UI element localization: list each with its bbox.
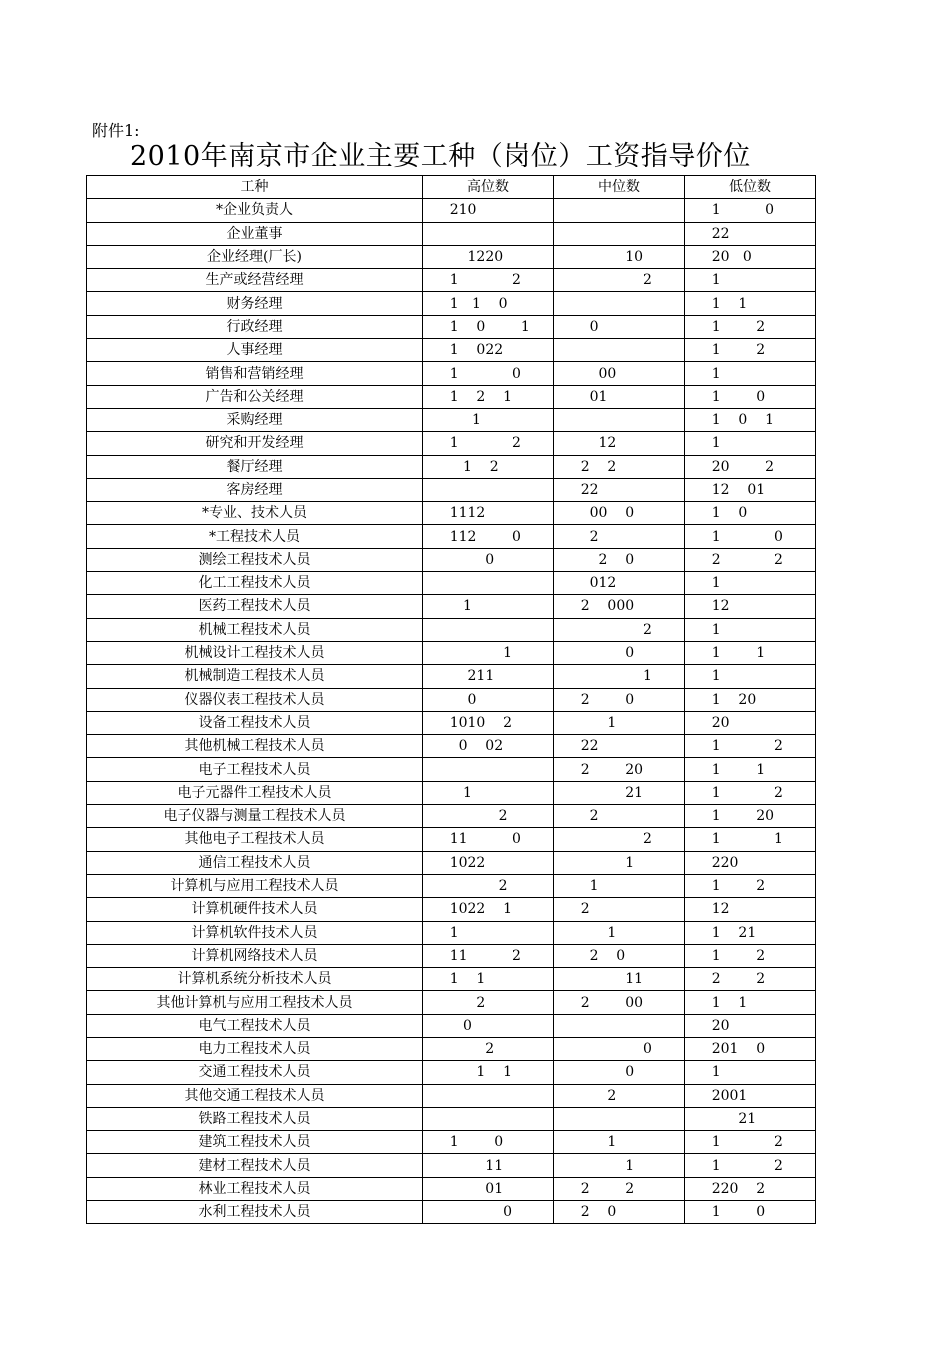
high-value-cell: 1 (423, 641, 554, 664)
low-value-cell: 1 2 (685, 1154, 816, 1177)
low-value-cell: 1 (685, 572, 816, 595)
high-value-cell: 11 (423, 1154, 554, 1177)
mid-value-cell: 2 00 (554, 991, 685, 1014)
high-value-cell: 1 0 (423, 362, 554, 385)
high-value-cell: 11 0 (423, 828, 554, 851)
table-row (87, 292, 816, 315)
job-name-cell: 企业经理(厂长) (87, 245, 423, 268)
job-name-cell: 测绘工程技术人员 (87, 548, 423, 571)
low-value-cell: 1 (685, 665, 816, 688)
job-name-cell: 其他交通工程技术人员 (87, 1084, 423, 1107)
mid-value-cell: 2 (554, 525, 685, 548)
table-row (87, 199, 816, 222)
mid-value-cell (554, 408, 685, 431)
low-value-cell: 1 (685, 1061, 816, 1084)
high-value-cell: 211 (423, 665, 554, 688)
header-mid: 中位数 (554, 176, 685, 199)
table-row (87, 1201, 816, 1224)
table-row (87, 222, 816, 245)
low-value-cell: 21 (685, 1107, 816, 1130)
job-name-cell: 机械工程技术人员 (87, 618, 423, 641)
job-name-cell: 铁路工程技术人员 (87, 1107, 423, 1130)
low-value-cell: 1 0 (685, 199, 816, 222)
low-value-cell: 1 2 (685, 874, 816, 897)
mid-value-cell: 2 0 (554, 548, 685, 571)
low-value-cell: 1 2 (685, 1131, 816, 1154)
low-value-cell: 1 1 (685, 758, 816, 781)
high-value-cell: 1 2 (423, 269, 554, 292)
high-value-cell (423, 758, 554, 781)
job-name-cell: 其他计算机与应用工程技术人员 (87, 991, 423, 1014)
low-value-cell: 1 (685, 618, 816, 641)
table-row (87, 1154, 816, 1177)
low-value-cell: 20 0 (685, 245, 816, 268)
low-value-cell: 20 (685, 1014, 816, 1037)
mid-value-cell: 00 0 (554, 502, 685, 525)
table-row (87, 991, 816, 1014)
mid-value-cell: 1 (554, 1131, 685, 1154)
job-name-cell: 销售和营销经理 (87, 362, 423, 385)
low-value-cell: 1 0 (685, 502, 816, 525)
table-row (87, 618, 816, 641)
mid-value-cell (554, 339, 685, 362)
mid-value-cell: 2 (554, 269, 685, 292)
mid-value-cell: 2 2 (554, 455, 685, 478)
job-name-cell: 企业董事 (87, 222, 423, 245)
low-value-cell: 1 2 (685, 735, 816, 758)
mid-value-cell: 2 000 (554, 595, 685, 618)
low-value-cell: 1 20 (685, 805, 816, 828)
high-value-cell: 1 1 0 (423, 292, 554, 315)
header-high: 高位数 (423, 176, 554, 199)
low-value-cell: 220 (685, 851, 816, 874)
high-value-cell: 1 2 (423, 455, 554, 478)
table-row (87, 781, 816, 804)
mid-value-cell: 2 (554, 1084, 685, 1107)
table-row (87, 572, 816, 595)
mid-value-cell: 1 (554, 1154, 685, 1177)
mid-value-cell: 2 2 (554, 1177, 685, 1200)
wage-table (86, 175, 816, 1224)
table-row (87, 432, 816, 455)
table-row (87, 1037, 816, 1060)
high-value-cell: 1022 1 (423, 898, 554, 921)
high-value-cell: 112 0 (423, 525, 554, 548)
high-value-cell: 1 1 (423, 968, 554, 991)
mid-value-cell: 0 (554, 1061, 685, 1084)
high-value-cell: 1112 (423, 502, 554, 525)
low-value-cell: 2 2 (685, 548, 816, 571)
job-name-cell: *专业、技术人员 (87, 502, 423, 525)
job-name-cell: 行政经理 (87, 315, 423, 338)
high-value-cell: 0 (423, 1201, 554, 1224)
job-name-cell: 机械制造工程技术人员 (87, 665, 423, 688)
mid-value-cell: 0 (554, 1037, 685, 1060)
job-name-cell: 财务经理 (87, 292, 423, 315)
header-job-type: 工种 (87, 176, 423, 199)
job-name-cell: 电子仪器与测量工程技术人员 (87, 805, 423, 828)
mid-value-cell: 2 0 (554, 944, 685, 967)
high-value-cell: 2 (423, 874, 554, 897)
low-value-cell: 1 (685, 432, 816, 455)
mid-value-cell: 21 (554, 781, 685, 804)
table-row (87, 455, 816, 478)
table-row (87, 1107, 816, 1130)
table-row (87, 758, 816, 781)
high-value-cell: 11 2 (423, 944, 554, 967)
job-name-cell: 餐厅经理 (87, 455, 423, 478)
table-header-row (87, 176, 816, 199)
job-name-cell: 客房经理 (87, 478, 423, 501)
mid-value-cell: 1 (554, 874, 685, 897)
low-value-cell: 1 1 (685, 991, 816, 1014)
table-row (87, 478, 816, 501)
table-body (87, 199, 816, 1224)
job-name-cell: 研究和开发经理 (87, 432, 423, 455)
high-value-cell: 1 1 (423, 1061, 554, 1084)
table-row (87, 1177, 816, 1200)
mid-value-cell: 2 (554, 828, 685, 851)
low-value-cell: 2001 (685, 1084, 816, 1107)
mid-value-cell (554, 292, 685, 315)
page-title: 2010年南京市企业主要工种（岗位）工资指导价位 (130, 141, 751, 172)
high-value-cell: 1 0 1 (423, 315, 554, 338)
mid-value-cell: 012 (554, 572, 685, 595)
high-value-cell: 0 (423, 548, 554, 571)
mid-value-cell (554, 199, 685, 222)
high-value-cell (423, 222, 554, 245)
job-name-cell: 电气工程技术人员 (87, 1014, 423, 1037)
job-name-cell: 广告和公关经理 (87, 385, 423, 408)
high-value-cell: 1 (423, 595, 554, 618)
high-value-cell (423, 478, 554, 501)
low-value-cell: 1 21 (685, 921, 816, 944)
high-value-cell: 2 (423, 991, 554, 1014)
table-row (87, 688, 816, 711)
table-row (87, 735, 816, 758)
low-value-cell: 1 2 (685, 315, 816, 338)
high-value-cell (423, 572, 554, 595)
mid-value-cell: 1 (554, 851, 685, 874)
low-value-cell: 1 0 (685, 525, 816, 548)
low-value-cell: 12 01 (685, 478, 816, 501)
high-value-cell: 01 (423, 1177, 554, 1200)
table-row (87, 1061, 816, 1084)
job-name-cell: 计算机软件技术人员 (87, 921, 423, 944)
header-low: 低位数 (685, 176, 816, 199)
table-row (87, 595, 816, 618)
mid-value-cell: 0 (554, 315, 685, 338)
job-name-cell: 采购经理 (87, 408, 423, 431)
low-value-cell: 1 1 (685, 292, 816, 315)
low-value-cell: 1 (685, 362, 816, 385)
table-row (87, 641, 816, 664)
low-value-cell: 201 0 (685, 1037, 816, 1060)
low-value-cell: 1 1 (685, 641, 816, 664)
job-name-cell: 化工工程技术人员 (87, 572, 423, 595)
low-value-cell: 1 0 1 (685, 408, 816, 431)
table-row (87, 805, 816, 828)
low-value-cell: 22 (685, 222, 816, 245)
job-name-cell: *企业负责人 (87, 199, 423, 222)
mid-value-cell: 2 0 (554, 1201, 685, 1224)
mid-value-cell: 2 (554, 805, 685, 828)
high-value-cell: 1 (423, 781, 554, 804)
high-value-cell: 0 (423, 688, 554, 711)
job-name-cell: 建筑工程技术人员 (87, 1131, 423, 1154)
job-name-cell: 计算机系统分析技术人员 (87, 968, 423, 991)
mid-value-cell: 01 (554, 385, 685, 408)
mid-value-cell: 22 (554, 478, 685, 501)
high-value-cell: 1 (423, 921, 554, 944)
mid-value-cell: 22 (554, 735, 685, 758)
table-row (87, 665, 816, 688)
mid-value-cell: 1 (554, 665, 685, 688)
low-value-cell: 1 0 (685, 1201, 816, 1224)
table-row (87, 385, 816, 408)
mid-value-cell: 00 (554, 362, 685, 385)
job-name-cell: 建材工程技术人员 (87, 1154, 423, 1177)
mid-value-cell: 11 (554, 968, 685, 991)
mid-value-cell: 2 (554, 618, 685, 641)
high-value-cell: 2 (423, 1037, 554, 1060)
high-value-cell: 0 02 (423, 735, 554, 758)
table-row (87, 921, 816, 944)
table-row (87, 502, 816, 525)
table-row (87, 315, 816, 338)
table-row (87, 944, 816, 967)
high-value-cell: 1022 (423, 851, 554, 874)
low-value-cell: 2 2 (685, 968, 816, 991)
mid-value-cell: 2 0 (554, 688, 685, 711)
low-value-cell: 1 20 (685, 688, 816, 711)
table-row (87, 408, 816, 431)
high-value-cell: 1 2 1 (423, 385, 554, 408)
table-row (87, 245, 816, 268)
job-name-cell: 生产或经营经理 (87, 269, 423, 292)
low-value-cell: 20 (685, 711, 816, 734)
high-value-cell: 210 (423, 199, 554, 222)
high-value-cell (423, 618, 554, 641)
mid-value-cell (554, 222, 685, 245)
table-row (87, 362, 816, 385)
job-name-cell: 其他机械工程技术人员 (87, 735, 423, 758)
job-name-cell: 交通工程技术人员 (87, 1061, 423, 1084)
job-name-cell: 计算机与应用工程技术人员 (87, 874, 423, 897)
table-row (87, 968, 816, 991)
job-name-cell: 电子工程技术人员 (87, 758, 423, 781)
high-value-cell: 1220 (423, 245, 554, 268)
mid-value-cell: 2 (554, 898, 685, 921)
mid-value-cell: 2 20 (554, 758, 685, 781)
job-name-cell: 人事经理 (87, 339, 423, 362)
low-value-cell: 12 (685, 898, 816, 921)
job-name-cell: 医药工程技术人员 (87, 595, 423, 618)
low-value-cell: 20 2 (685, 455, 816, 478)
job-name-cell: *工程技术人员 (87, 525, 423, 548)
table-row (87, 898, 816, 921)
high-value-cell: 1 022 (423, 339, 554, 362)
high-value-cell: 2 (423, 805, 554, 828)
table-row (87, 525, 816, 548)
job-name-cell: 仪器仪表工程技术人员 (87, 688, 423, 711)
mid-value-cell: 1 (554, 921, 685, 944)
job-name-cell: 林业工程技术人员 (87, 1177, 423, 1200)
table-row (87, 1131, 816, 1154)
job-name-cell: 机械设计工程技术人员 (87, 641, 423, 664)
job-name-cell: 通信工程技术人员 (87, 851, 423, 874)
low-value-cell: 1 1 (685, 828, 816, 851)
table-row (87, 851, 816, 874)
low-value-cell: 1 2 (685, 944, 816, 967)
mid-value-cell: 12 (554, 432, 685, 455)
high-value-cell: 1 0 (423, 1131, 554, 1154)
table-row (87, 828, 816, 851)
table-row (87, 1084, 816, 1107)
low-value-cell: 1 2 (685, 339, 816, 362)
high-value-cell: 1010 2 (423, 711, 554, 734)
low-value-cell: 220 2 (685, 1177, 816, 1200)
job-name-cell: 计算机硬件技术人员 (87, 898, 423, 921)
mid-value-cell: 1 (554, 711, 685, 734)
table-row (87, 874, 816, 897)
high-value-cell: 1 (423, 408, 554, 431)
job-name-cell: 其他电子工程技术人员 (87, 828, 423, 851)
job-name-cell: 电子元器件工程技术人员 (87, 781, 423, 804)
table-row (87, 711, 816, 734)
job-name-cell: 设备工程技术人员 (87, 711, 423, 734)
low-value-cell: 1 (685, 269, 816, 292)
job-name-cell: 计算机网络技术人员 (87, 944, 423, 967)
mid-value-cell (554, 1014, 685, 1037)
mid-value-cell: 10 (554, 245, 685, 268)
table-row (87, 339, 816, 362)
mid-value-cell: 0 (554, 641, 685, 664)
high-value-cell: 1 2 (423, 432, 554, 455)
low-value-cell: 1 0 (685, 385, 816, 408)
mid-value-cell (554, 1107, 685, 1130)
table-row (87, 269, 816, 292)
job-name-cell: 水利工程技术人员 (87, 1201, 423, 1224)
table-row (87, 548, 816, 571)
job-name-cell: 电力工程技术人员 (87, 1037, 423, 1060)
attachment-label: 附件1: (92, 121, 140, 140)
high-value-cell: 0 (423, 1014, 554, 1037)
low-value-cell: 12 (685, 595, 816, 618)
high-value-cell (423, 1107, 554, 1130)
low-value-cell: 1 2 (685, 781, 816, 804)
table-row (87, 1014, 816, 1037)
high-value-cell (423, 1084, 554, 1107)
